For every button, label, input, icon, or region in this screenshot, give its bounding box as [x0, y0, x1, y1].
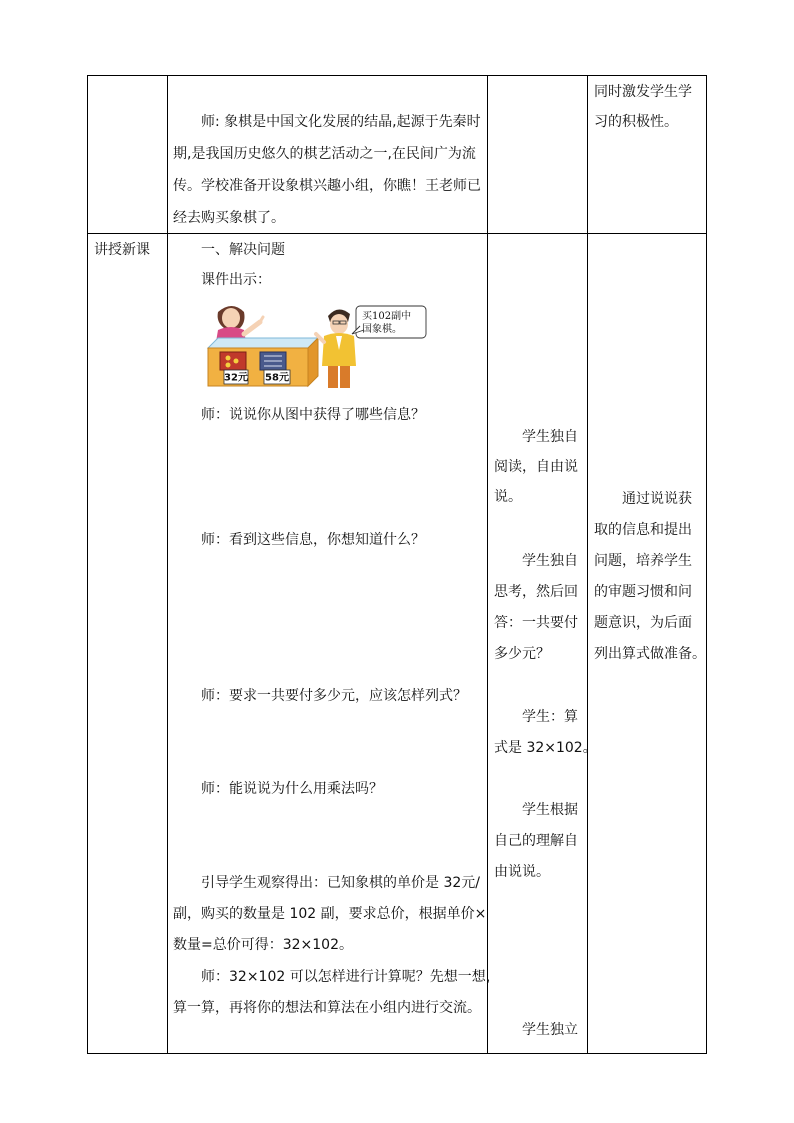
table-border-bottom	[87, 1053, 707, 1054]
illustration-svg	[200, 298, 430, 390]
chess-box-right	[260, 352, 286, 370]
price-tag-left	[224, 370, 248, 384]
guidance-line: 引导学生观察得出：已知象棋的单价是 32元/	[201, 875, 480, 891]
bubble-line-1: 买102副中	[362, 311, 412, 322]
student-activity-line: 自己的理解自	[494, 833, 578, 849]
student-activity-line: 多少元？	[494, 646, 550, 662]
intro-text-line: 师: 象棋是中国文化发展的结晶,起源于先秦时	[201, 114, 481, 130]
student-activity-line: 思考，然后回	[494, 584, 578, 600]
teacher-figure	[316, 309, 356, 388]
bubble-line-2: 国象棋。	[362, 324, 402, 335]
intro-text-line: 传。学校准备开设象棋兴趣小组，你瞧！王老师已	[173, 178, 481, 194]
courseware-label: 课件出示：	[201, 272, 271, 288]
student-activity-line: 式是 32×102。	[494, 740, 597, 756]
student-activity-line: 学生独自	[522, 553, 578, 569]
student-activity-line: 学生根据	[522, 802, 578, 818]
stage-label: 讲授新课	[94, 242, 150, 258]
student-activity-line: 学生独自	[522, 429, 578, 445]
design-intent-line: 列出算式做准备。	[594, 646, 706, 662]
teacher-question: 师：看到这些信息，你想知道什么？	[201, 532, 425, 548]
section-heading: 一、解决问题	[201, 242, 285, 258]
price-right-text: 58元	[265, 372, 289, 384]
teacher-question: 师：说说你从图中获得了哪些信息？	[201, 407, 425, 423]
table-col-divider-3	[587, 75, 588, 1054]
speech-bubble	[352, 306, 426, 338]
design-intent-line: 通过说说获	[622, 491, 692, 507]
teacher-question: 算一算，再将你的想法和算法在小组内进行交流。	[173, 1000, 481, 1016]
price-left-text: 32元	[224, 372, 248, 384]
guidance-line: 副，购买的数量是 102 副，要求总价，根据单价×	[173, 906, 487, 922]
teacher-question: 师：要求一共要付多少元，应该怎样列式？	[201, 688, 467, 704]
student-activity-line: 学生：算	[522, 709, 578, 725]
design-intent-line: 同时激发学生学	[594, 84, 692, 100]
intro-text-line: 期,是我国历史悠久的棋艺活动之一,在民间广为流	[173, 146, 476, 162]
student-activity-line: 阅读，自由说	[494, 459, 578, 475]
design-intent-line: 题意识，为后面	[594, 615, 692, 631]
design-intent-line: 习的积极性。	[594, 114, 678, 130]
teacher-question: 师：32×102 可以怎样进行计算呢？先想一想，	[201, 969, 500, 985]
guidance-line: 数量=总价可得：32×102。	[173, 937, 353, 953]
student-activity-line: 说。	[494, 489, 522, 505]
price-tag-right	[264, 370, 290, 384]
table-border-right	[706, 75, 707, 1054]
design-intent-line: 取的信息和提出	[594, 522, 692, 538]
intro-text-line: 经去购买象棋了。	[173, 210, 285, 226]
chess-purchase-illustration	[200, 298, 430, 390]
student-activity-line: 学生独立	[522, 1022, 578, 1038]
table-border-left	[87, 75, 88, 1054]
teacher-question: 师：能说说为什么用乘法吗？	[201, 781, 383, 797]
design-intent-line: 的审题习惯和问	[594, 584, 692, 600]
design-intent-line: 问题，培养学生	[594, 553, 692, 569]
student-activity-line: 由说说。	[494, 864, 550, 880]
table-border-top	[87, 75, 707, 76]
student-activity-line: 答：一共要付	[494, 615, 578, 631]
table-col-divider-2	[487, 75, 488, 1054]
chess-box-left	[220, 352, 246, 370]
table-col-divider-1	[167, 75, 168, 1054]
